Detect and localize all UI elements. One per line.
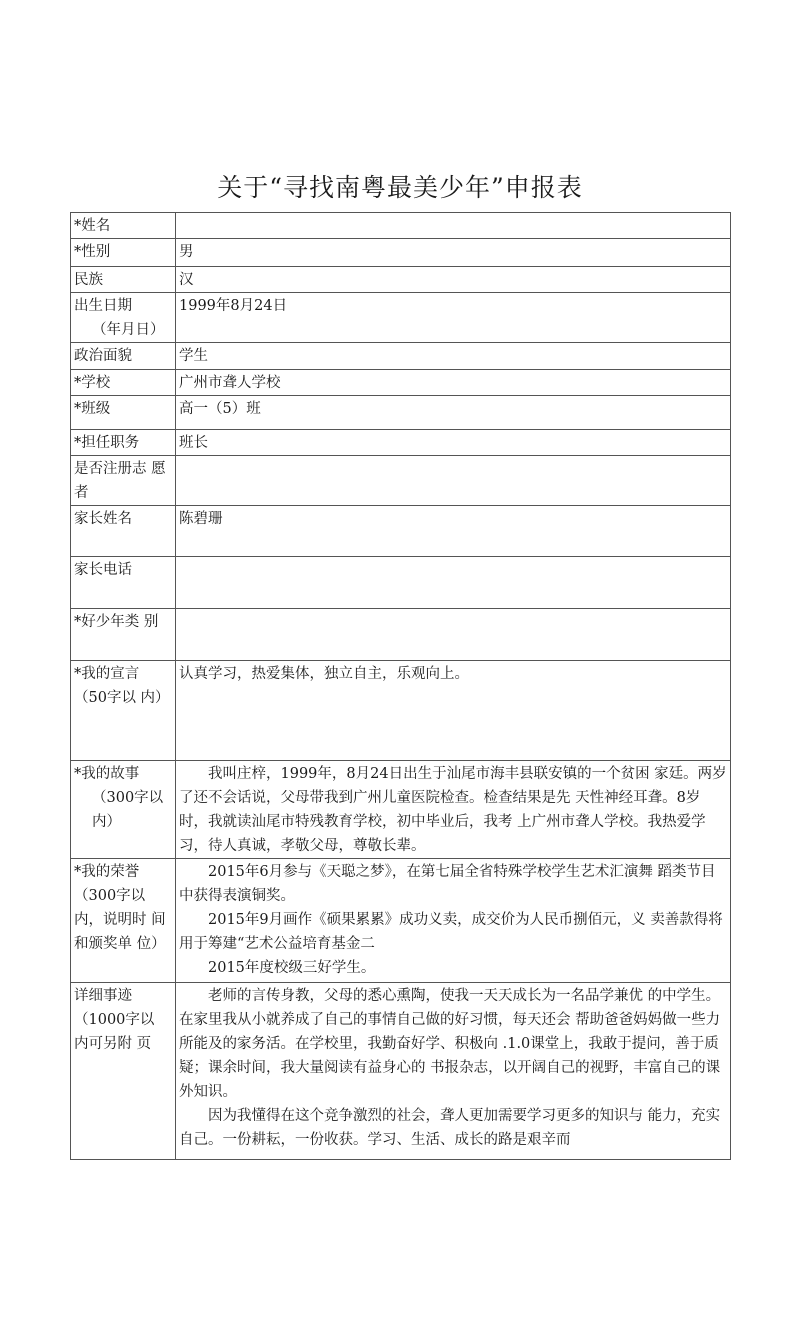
- value-school: 广州市聋人学校: [176, 370, 731, 396]
- form-row-name: [71, 213, 731, 239]
- label-political: 政治面貌: [71, 343, 176, 370]
- form-row-school: [71, 370, 731, 396]
- value-name: [176, 213, 731, 239]
- label-honors-main: *我的荣誉: [74, 864, 140, 880]
- label-story: [71, 761, 176, 859]
- form-row-volunteer: [71, 456, 731, 506]
- label-ethnicity: 民族: [71, 267, 176, 293]
- label-details-sub: （1000字以 内可另附 页: [74, 1012, 155, 1052]
- label-school: *学校: [71, 370, 176, 396]
- story-paragraph: 我叫庄梓，1999年，8月24日出生于汕尾市海丰县联安镇的一个贫困 家廷。两岁了还不会话说，父母带我到广州儿童医院检查。检查结果是先 天性神经耳聋。8岁时，我就读汕尾市特残教育学校，初中毕业后，我考 上广州市聋人学校。我热爱学习，待人真诚，孝敬父母，尊敬长辈。: [179, 766, 727, 854]
- value-position: 班长: [176, 430, 731, 456]
- page-title: 关于“寻找南粤最美少年”申报表: [217, 173, 583, 202]
- label-parent-phone: 家长电话: [71, 557, 176, 609]
- value-class: 高一（5）班: [176, 396, 731, 430]
- form-row-parent-name: [71, 506, 731, 557]
- label-birthdate-sub: （年月日）: [92, 322, 165, 338]
- details-paragraph: 因为我懂得在这个竞争激烈的社会，聋人更加需要学习更多的知识与 能力，充实自己。一份耕耘，一份收获。学习、生活、成长的路是艰辛而: [179, 1108, 721, 1148]
- form-row-gender: [71, 239, 731, 267]
- value-parent-name: 陈碧珊: [176, 506, 731, 557]
- label-details: [71, 983, 176, 1160]
- label-birthdate: [71, 293, 176, 343]
- honors-paragraph: 2015年度校级三好学生。: [208, 960, 376, 976]
- honors-paragraph: 2015年9月画作《硕果累累》成功义卖，成交价为人民币捌佰元，义 卖善款得将用于筹建“艺术公益培育基金二: [179, 912, 723, 952]
- form-row-parent-phone: [71, 557, 731, 609]
- label-declaration-main: *我的宣言: [74, 666, 140, 682]
- details-paragraph: 老师的言传身教，父母的悉心熏陶，使我一天天成长为一名品学兼优 的中学生。在家里我从小就养成了自己的事情自己做的好习惯，每天还会 帮助爸爸妈妈做一些力所能及的家务活。在学校里，我勤奋好学、积极向 .1.0课堂上，我敢于提问，善于质疑；课余时间，我大量阅读有益身心的 书报杂志，以开阔自己的视野，丰富自己的课外知识。: [179, 988, 721, 1100]
- value-honors: [176, 859, 731, 983]
- form-row-declaration: [71, 661, 731, 761]
- form-row-ethnicity: [71, 267, 731, 293]
- label-story-main: *我的故事: [74, 766, 140, 782]
- label-class: *班级: [71, 396, 176, 430]
- value-story: [176, 761, 731, 859]
- label-story-sub: （300字以 内）: [92, 790, 164, 830]
- form-row-details: [71, 983, 731, 1160]
- form-row-birthdate: [71, 293, 731, 343]
- value-category: [176, 609, 731, 661]
- label-honors: [71, 859, 176, 983]
- value-parent-phone: [176, 557, 731, 609]
- label-parent-name: 家长姓名: [71, 506, 176, 557]
- value-birthdate: 1999年8月24日: [176, 293, 731, 343]
- label-category: *好少年类 别: [71, 609, 176, 661]
- value-gender: 男: [176, 239, 731, 267]
- label-declaration: [71, 661, 176, 761]
- form-row-class: [71, 396, 731, 430]
- honors-paragraph: 2015年6月参与《天聪之梦》，在第七届全省特殊学校学生艺术汇演舞 蹈类节目中获得表演铜奖。: [179, 864, 716, 904]
- form-row-position: [71, 430, 731, 456]
- label-name: *姓名: [71, 213, 176, 239]
- label-details-main: 详细事迹: [74, 988, 132, 1004]
- form-row-political: [71, 343, 731, 370]
- value-declaration: 认真学习，热爱集体，独立自主，乐观向上。: [176, 661, 731, 761]
- form-row-story: [71, 761, 731, 859]
- label-position: *担任职务: [71, 430, 176, 456]
- value-ethnicity: 汉: [176, 267, 731, 293]
- label-volunteer: 是否注册志 愿者: [71, 456, 176, 506]
- form-row-honors: [71, 859, 731, 983]
- value-details: [176, 983, 731, 1160]
- application-form-table: [70, 212, 731, 1160]
- label-declaration-sub: （50字以 内）: [74, 690, 170, 706]
- value-volunteer: [176, 456, 731, 506]
- value-political: 学生: [176, 343, 731, 370]
- form-row-category: [71, 609, 731, 661]
- label-gender: *性别: [71, 239, 176, 267]
- label-birthdate-main: 出生日期: [74, 298, 132, 314]
- label-honors-sub: （300字以 内，说明时 间和颁奖单 位）: [74, 888, 166, 952]
